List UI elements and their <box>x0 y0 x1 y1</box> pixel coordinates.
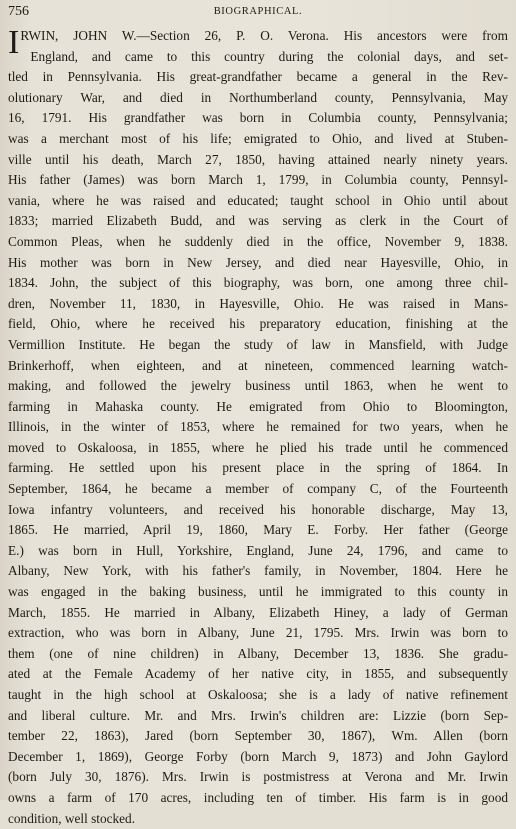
entry-line: Illinois, in the winter of 1853, where he remained for two years, when he <box>8 419 508 435</box>
entry-line: tember 22, 1863), Jared (born September 30, 1867), Wm. Allen (born <box>8 728 508 744</box>
entry-line: taught in the high school at Oskaloosa; she is a lady of native refinement <box>8 687 508 702</box>
entry-line: and liberal culture. Mr. and Mrs. Irwin's children are: Lizzie (born Sep- <box>8 707 508 723</box>
entry-line: His father (James) was born March 1, 1799, in Columbia county, Pennsyl- <box>8 172 508 188</box>
drop-cap-letter: I <box>8 24 20 61</box>
entry-line: vania, where he was raised and educated; taught school in Ohio until about <box>8 192 508 208</box>
entry-line: His mother was born in New Jersey, and died near Hayesville, Ohio, in <box>8 254 508 270</box>
entry-line: E.) was born in Hull, Yorkshire, England, June 24, 1796, and came to <box>8 542 508 558</box>
entry-line: was engaged in the baking business, until he immigrated to this county in <box>8 584 508 600</box>
running-head-title: BIOGRAPHICAL. <box>213 6 303 17</box>
entry-line: RWIN, JOHN W.—Section 26, P. O. Verona. His ancestors were from <box>20 28 508 43</box>
entry-line: olutionary War, and died in Northumberland county, Pennsylvania, May <box>8 89 508 105</box>
entry-line: 1865. He married, April 19, 1860, Mary E. Forby. Her father (George <box>8 522 508 538</box>
entry-line: Brinkerhoff, when eighteen, and at nineteen, commenced learning watch- <box>8 357 508 373</box>
entry-line: farming. He settled upon his present place in the spring of 1864. In <box>8 460 508 476</box>
entry-line: owns a farm of 170 acres, including ten of timber. His farm is in good <box>8 789 508 805</box>
entry-line: England, and came to this country during the colonial days, and set- <box>30 48 508 64</box>
entry-line: 16, 1791. His grandfather was born in Columbia county, Pennsylvania; <box>8 110 508 126</box>
entry-line: dren, November 11, 1830, in Hayesville, Ohio. He was raised in Mans- <box>8 295 508 311</box>
entry-line: Vermillion Institute. He began the study of law in Mansfield, with Judge <box>8 336 508 352</box>
entry-line: moved to Oskaloosa, in 1855, where he plied his trade until he commenced <box>8 439 508 455</box>
entry-line: was a merchant most of his life; emigrated to Ohio, and lived at Stuben- <box>8 130 508 146</box>
entry-line: Iowa infantry volunteers, and received his honorable discharge, May 13, <box>8 501 508 517</box>
entry-line: Common Pleas, when he suddenly died in the office, November 9, 1838. <box>8 233 508 249</box>
entry-line: Albany, New York, with his father's family, in November, 1804. Here he <box>8 563 508 579</box>
page-number: 756 <box>8 4 29 19</box>
running-head <box>8 2 508 22</box>
entry-line: extraction, who was born in Albany, June 21, 1795. Mrs. Irwin was born to <box>8 625 508 641</box>
entry-line: field, Ohio, where he received his preparatory education, finishing at the <box>8 316 508 332</box>
entry-line: 1833; married Elizabeth Budd, and was serving as clerk in the Court of <box>8 213 508 229</box>
entry-line: making, and followed the jewelry business until 1863, when he went to <box>8 378 508 394</box>
entry-line: ville until his death, March 27, 1850, having attained nearly ninety years. <box>8 151 508 167</box>
entry-line: ated at the Female Academy of her native city, in 1855, and subsequently <box>8 666 508 682</box>
entry-line: September, 1864, he became a member of company C, of the Fourteenth <box>8 481 508 497</box>
entry-line: them (one of nine children) in Albany, December 13, 1836. She gradu- <box>8 645 508 661</box>
entry-line: December 1, 1869), George Forby (born March 9, 1873) and John Gaylord <box>8 748 508 764</box>
entry-line: March, 1855. He married in Albany, Elizabeth Hiney, a lady of German <box>8 604 508 620</box>
entry-line: 1834. John, the subject of this biography, was born, one among three chil- <box>8 275 508 291</box>
entry-line: farming in Mahaska county. He emigrated from Ohio to Bloomington, <box>8 398 508 414</box>
entry-line: condition, well stocked. <box>8 810 136 826</box>
entry-line: tled in Pennsylvania. His great-grandfather became a general in the Rev- <box>8 69 508 85</box>
biography-entry <box>8 26 508 829</box>
entry-line: (born July 30, 1876). Mrs. Irwin is postmistress at Verona and Mr. Irwin <box>8 769 508 785</box>
